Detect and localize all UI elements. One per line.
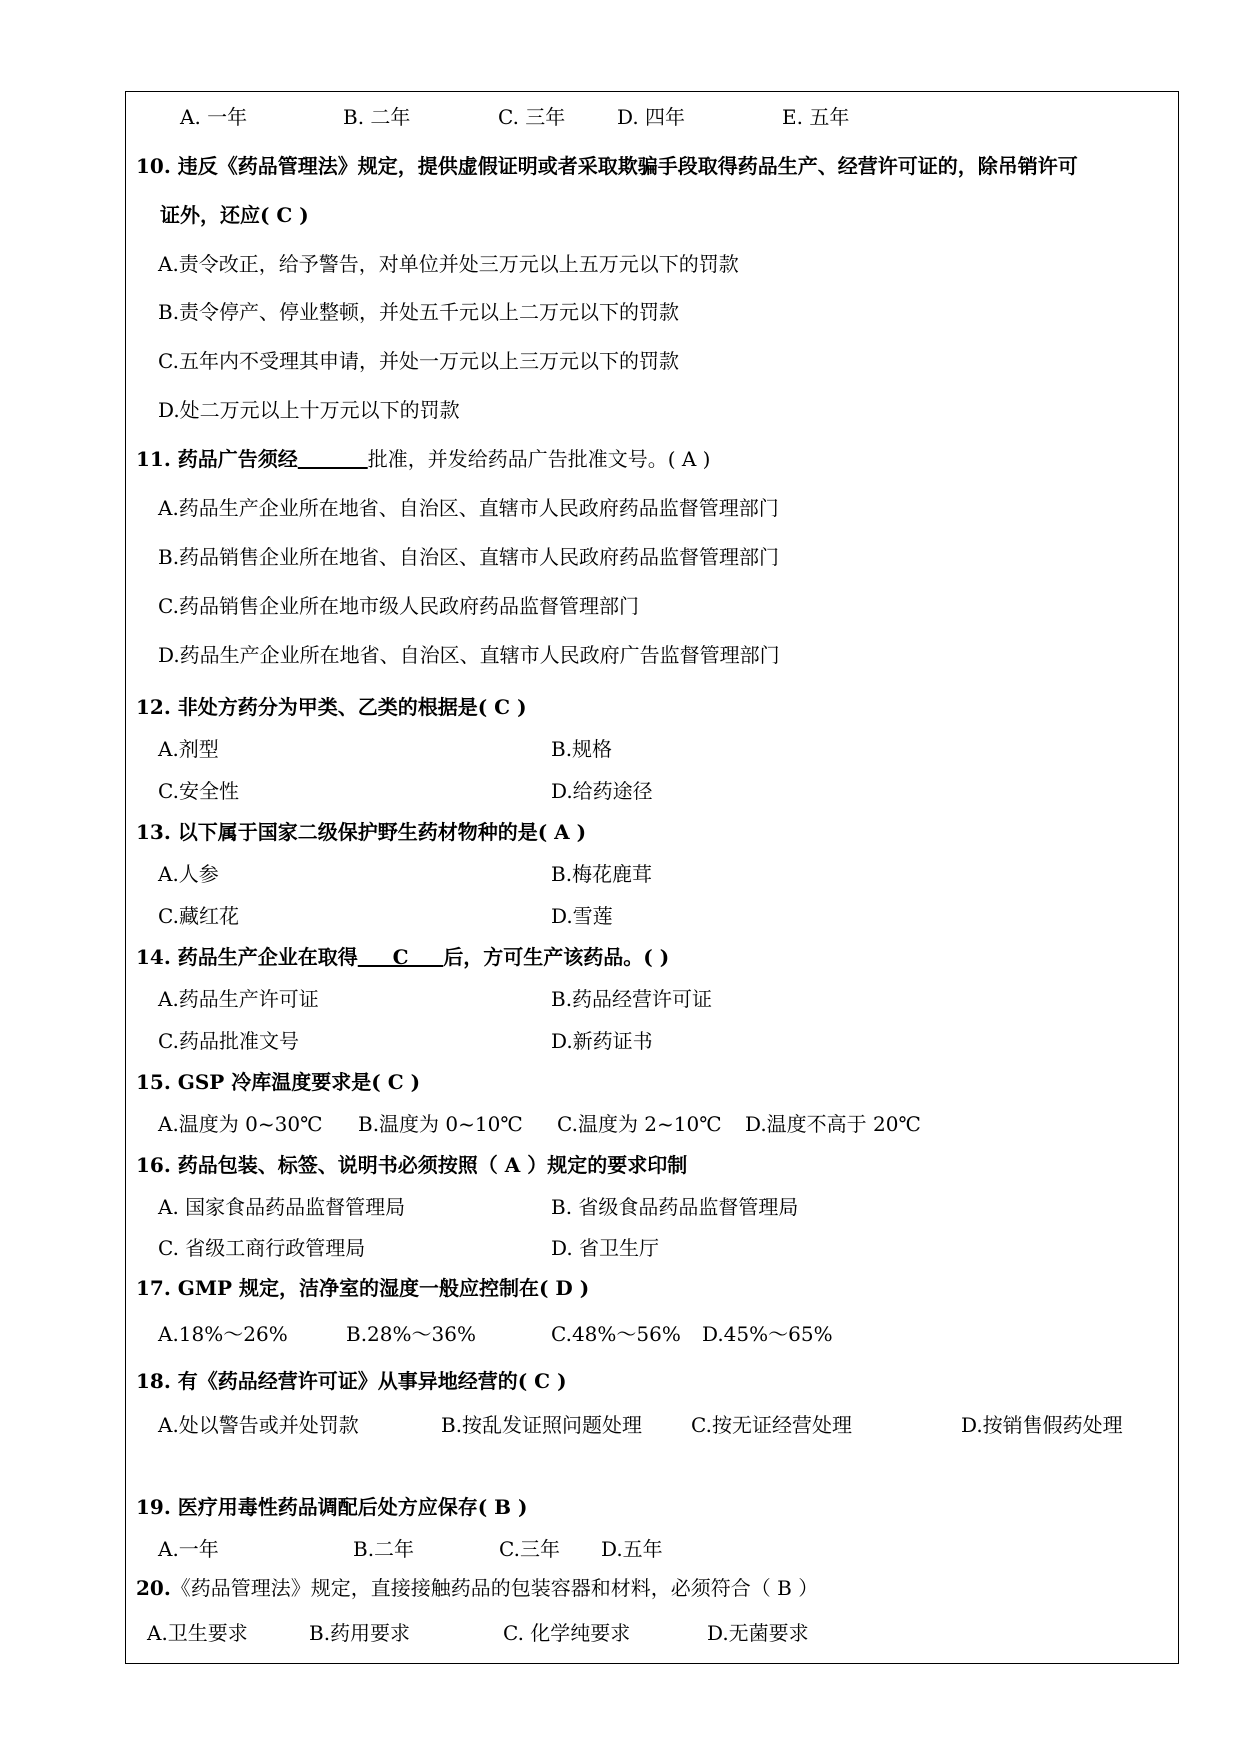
question-14-option-c: C.药品批准文号 xyxy=(158,1029,299,1053)
question-12-option-c: C.安全性 xyxy=(158,779,239,803)
question-19-option-a: A.一年 xyxy=(158,1537,219,1561)
question-18-option-d: D.按销售假药处理 xyxy=(961,1413,1123,1437)
question-14-option-b: B.药品经营许可证 xyxy=(551,987,713,1011)
prev-option-b: B. 二年 xyxy=(343,105,411,129)
question-20-option-d: D.无菌要求 xyxy=(707,1621,809,1645)
prev-option-c: C. 三年 xyxy=(498,105,566,129)
question-11-option-a: A.药品生产企业所在地省、自治区、直辖市人民政府药品监督管理部门 xyxy=(158,496,779,520)
question-11-option-b: B.药品销售企业所在地省、自治区、直辖市人民政府药品监督管理部门 xyxy=(158,545,780,569)
question-18-option-b: B.按乱发证照问题处理 xyxy=(441,1413,643,1437)
question-12-option-a: A.剂型 xyxy=(158,737,219,761)
question-17-option-c: C.48%～56% xyxy=(551,1322,681,1346)
question-10-stem-1: 10. 违反《药品管理法》规定，提供虚假证明或者采取欺骗手段取得药品生产、经营许可证的，除吊销许可 xyxy=(136,154,1078,178)
question-14-stem-before: 14. 药品生产企业在取得 xyxy=(136,945,358,969)
question-19-option-c: C.三年 xyxy=(499,1537,560,1561)
question-19-option-d: D.五年 xyxy=(601,1537,663,1561)
question-15-option-a: A.温度为 0~30℃ xyxy=(158,1112,323,1136)
question-13-option-c: C.藏红花 xyxy=(158,904,239,928)
question-14-stem xyxy=(136,944,669,970)
question-15-stem: 15. GSP 冷库温度要求是( C ) xyxy=(136,1070,421,1094)
question-13-option-d: D.雪莲 xyxy=(551,904,613,928)
question-16-option-d: D. 省卫生厅 xyxy=(551,1236,660,1260)
question-14-stem-after: 后，方可生产该药品。( ) xyxy=(443,945,670,969)
question-11-stem xyxy=(136,446,710,472)
question-17-stem: 17. GMP 规定，洁净室的湿度一般应控制在( D ) xyxy=(136,1276,590,1300)
question-16-option-a: A. 国家食品药品监督管理局 xyxy=(158,1195,406,1219)
question-10-option-d: D.处二万元以上十万元以下的罚款 xyxy=(158,398,460,422)
question-20-option-a: A.卫生要求 xyxy=(147,1621,248,1645)
question-13-option-b: B.梅花鹿茸 xyxy=(551,862,653,886)
question-17-option-d: D.45%～65% xyxy=(702,1322,833,1346)
prev-option-e: E. 五年 xyxy=(782,105,850,129)
question-10-option-c: C.五年内不受理其申请，并处一万元以上三万元以下的罚款 xyxy=(158,349,679,373)
question-12-option-b: B.规格 xyxy=(551,737,613,761)
question-18-option-a: A.处以警告或并处罚款 xyxy=(158,1413,359,1437)
question-11-option-c: C.药品销售企业所在地市级人民政府药品监督管理部门 xyxy=(158,594,639,618)
question-12-stem: 12. 非处方药分为甲类、乙类的根据是( C ) xyxy=(136,695,527,719)
question-18-stem: 18. 有《药品经营许可证》从事异地经营的( C ) xyxy=(136,1369,567,1393)
question-16-option-b: B. 省级食品药品监督管理局 xyxy=(551,1195,799,1219)
question-11-option-d: D.药品生产企业所在地省、自治区、直辖市人民政府广告监督管理部门 xyxy=(158,643,780,667)
question-14-blank: C xyxy=(357,945,444,969)
question-13-option-a: A.人参 xyxy=(158,862,219,886)
question-11-stem-before: 11. 药品广告须经 xyxy=(136,447,298,471)
question-16-stem: 16. 药品包装、标签、说明书必须按照（ A ）规定的要求印制 xyxy=(136,1153,688,1177)
question-11-blank xyxy=(298,447,368,471)
prev-option-d: D. 四年 xyxy=(617,105,686,129)
question-20-stem xyxy=(136,1575,818,1601)
question-18-option-c: C.按无证经营处理 xyxy=(691,1413,852,1437)
question-15-option-b: B.温度为 0~10℃ xyxy=(358,1112,523,1136)
question-16-option-c: C. 省级工商行政管理局 xyxy=(158,1236,366,1260)
prev-option-a: A. 一年 xyxy=(180,105,248,129)
question-17-option-a: A.18%～26% xyxy=(158,1322,288,1346)
question-12-option-d: D.给药途径 xyxy=(551,779,653,803)
question-17-option-b: B.28%～36% xyxy=(346,1322,476,1346)
question-20-option-b: B.药用要求 xyxy=(309,1621,411,1645)
question-15-option-c: C.温度为 2~10℃ xyxy=(557,1112,722,1136)
question-15-option-d: D.温度不高于 20℃ xyxy=(745,1112,921,1136)
question-20-number: 20. xyxy=(136,1576,171,1600)
question-14-option-d: D.新药证书 xyxy=(551,1029,653,1053)
question-10-stem-2: 证外，还应( C ) xyxy=(160,203,309,227)
question-19-stem: 19. 医疗用毒性药品调配后处方应保存( B ) xyxy=(136,1495,528,1519)
question-14-option-a: A.药品生产许可证 xyxy=(158,987,319,1011)
question-13-stem: 13. 以下属于国家二级保护野生药材物种的是( A ) xyxy=(136,820,587,844)
question-19-option-b: B.二年 xyxy=(353,1537,415,1561)
question-11-stem-after: 批准，并发给药品广告批准文号。( A ) xyxy=(367,447,711,471)
question-20-option-c: C. 化学纯要求 xyxy=(503,1621,631,1645)
question-20-stem-text: 《药品管理法》规定，直接接触药品的包装容器和材料，必须符合（ B ） xyxy=(170,1576,819,1600)
question-10-option-b: B.责令停产、停业整顿，并处五千元以上二万元以下的罚款 xyxy=(158,300,680,324)
question-10-option-a: A.责令改正，给予警告，对单位并处三万元以上五万元以下的罚款 xyxy=(158,252,739,276)
